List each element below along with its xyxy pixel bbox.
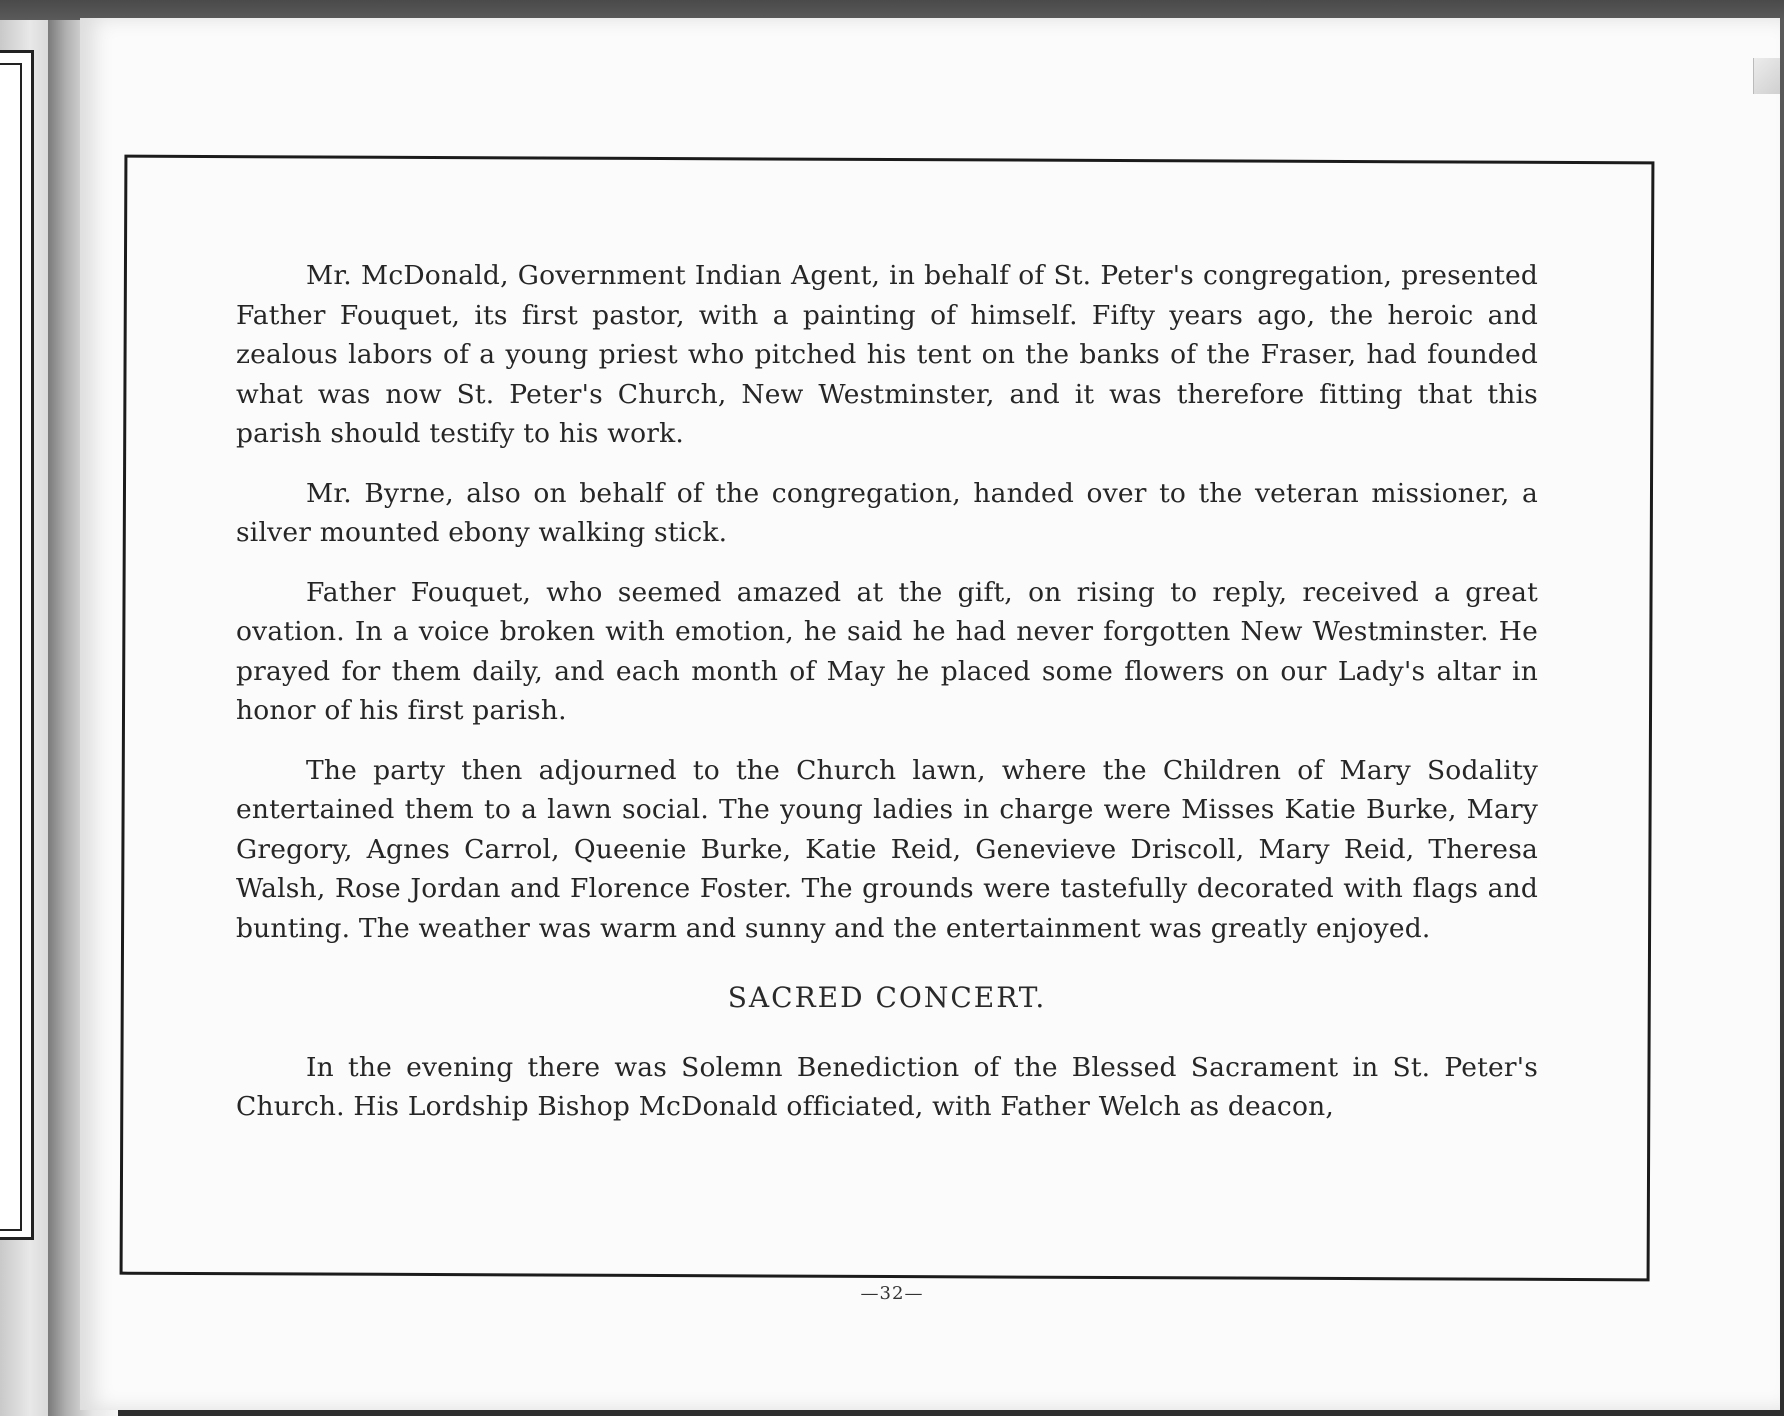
section-heading: SACRED CONCERT. (727, 981, 1047, 1014)
page-number: —32— (860, 1283, 924, 1304)
paragraph-lawn-social: The party then adjourned to the Church lawn, where the Children of Mary Sodality entertained them to a lawn social. The young ladies in charge were Misses Katie Burke, Mary Gregory, Agnes Carrol, Queenie Burke, Katie Reid, Genevieve Driscoll, Mary Reid, Theresa Walsh, Rose Jordan and Florence Foster. The grounds were tastefully decorated with flags and bunting. The weather was warm and sunny and the entertainment was greatly enjoyed. (236, 754, 1538, 944)
facing-page-frame (0, 50, 34, 1240)
paragraph-walking-stick: Mr. Byrne, also on behalf of the congregation, handed over to the veteran missioner, a silver mounted ebony walking stick. (236, 477, 1538, 548)
page-body (236, 256, 1538, 1147)
page-corner (1753, 58, 1780, 94)
paragraph-painting: Mr. McDonald, Government Indian Agent, in behalf of St. Peter's congregation, presented Father Fouquet, its first pastor, with a painting of himself. Fifty years ago, the heroic and zealous labors of a young priest who pitched his tent on the banks of the Fraser, had founded what was now St. Peter's Church, New Westminster, and it was therefore fitting that this parish should testify to his work. (236, 260, 1538, 449)
paragraph-reply: Father Fouquet, who seemed amazed at the gift, on rising to reply, received a great ovation. In a voice broken with emotion, he said he had never forgotten New Westminster. He prayed for them daily, and each month of May he placed some flowers on our Lady's altar in honor of his first parish. (236, 576, 1538, 726)
paragraph-benediction: In the evening there was Solemn Benediction of the Blessed Sacrament in St. Peter's Church. His Lordship Bishop McDonald officiated, with Father Welch as deacon, (236, 1051, 1538, 1122)
